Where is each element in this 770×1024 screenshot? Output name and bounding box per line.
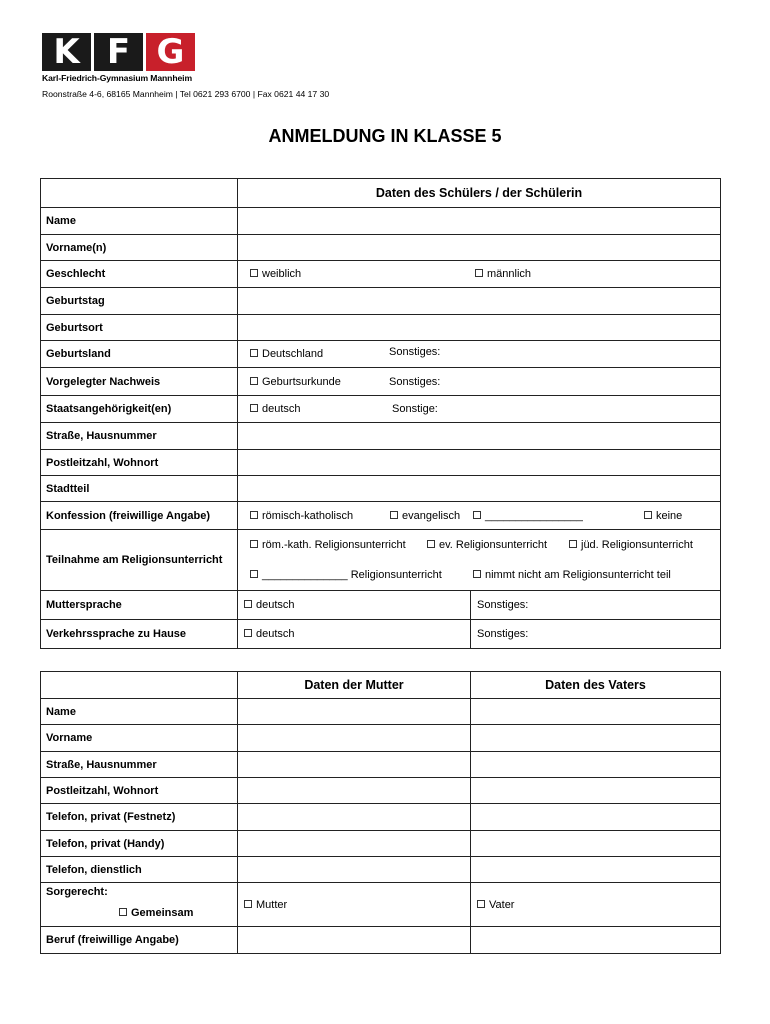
option-jued-religion[interactable] [569,539,693,551]
tel-handy-label: Telefon, privat (Handy) [41,831,238,857]
staat-options [238,396,721,423]
checkbox-icon[interactable] [250,540,258,548]
option-label: Vater [489,898,515,911]
muttersprache-other[interactable]: Sonstiges: [471,591,721,620]
parents-data-table [40,671,721,954]
option-label: röm.-kath. Religionsunterricht [262,539,406,551]
father-vorname-field[interactable] [471,725,721,752]
checkbox-icon[interactable] [244,629,252,637]
konfession-options [238,502,721,530]
nachweis-other-label: Sonstiges: [389,375,441,388]
verkehrssprache-option-cell [238,620,471,649]
option-label: Geburtsurkunde [262,375,341,388]
muttersprache-label: Muttersprache [41,591,238,620]
checkbox-icon[interactable] [390,511,398,519]
option-rk-religion[interactable] [250,539,406,551]
option-deutsch[interactable] [250,403,301,415]
name-label: Name [41,208,238,235]
option-geburtsurkunde[interactable] [250,376,341,388]
checkbox-icon[interactable] [475,269,483,277]
father-tel-dienst-field[interactable] [471,857,721,883]
empty-header-cell [41,672,238,699]
checkbox-icon[interactable] [244,900,252,908]
geburtsland-label: Geburtsland [41,341,238,368]
name-field[interactable] [238,208,721,235]
option-mutter[interactable] [244,899,287,911]
mother-tel-handy-field[interactable] [238,831,471,857]
strasse-field[interactable] [238,423,721,450]
sorgerecht-label: Sorgerecht: [46,886,108,898]
option-maennlich[interactable] [475,268,531,280]
plz-field[interactable] [238,450,721,476]
checkbox-icon[interactable] [119,908,127,916]
checkbox-icon[interactable] [250,404,258,412]
father-strasse-field[interactable] [471,752,721,778]
tel-dienst-label: Telefon, dienstlich [41,857,238,883]
nachweis-label: Vorgelegter Nachweis [41,368,238,396]
option-label: nimmt nicht am Religionsunterricht teil [485,569,671,581]
staat-label: Staatsangehörigkeit(en) [41,396,238,423]
staat-other-label: Sonstige: [392,403,438,415]
student-section-header: Daten des Schülers / der Schülerin [238,179,721,208]
father-name-field[interactable] [471,699,721,725]
option-label: ev. Religionsunterricht [439,539,548,551]
geburtsort-label: Geburtsort [41,315,238,341]
sorgerecht-cell [41,883,238,927]
school-address: Roonstraße 4-6, 68165 Mannheim | Tel 0621 293 6700 | Fax 0621 44 17 30 [42,89,330,99]
option-label: deutsch [262,403,301,415]
beruf-label: Beruf (freiwillige Angabe) [41,927,238,954]
option-label: Deutschland [262,348,324,360]
option-keine[interactable] [644,510,682,522]
option-evangelisch[interactable] [390,510,460,522]
parent-vorname-label: Vorname [41,725,238,752]
logo-letter-g: G [146,33,195,71]
mother-tel-fest-field[interactable] [238,804,471,831]
mother-section-header: Daten der Mutter [238,672,471,699]
option-muttersprache-deutsch[interactable] [244,599,295,611]
mother-name-field[interactable] [238,699,471,725]
father-beruf-field[interactable] [471,927,721,954]
checkbox-icon[interactable] [477,900,485,908]
father-tel-handy-field[interactable] [471,831,721,857]
geburtstag-label: Geburtstag [41,288,238,315]
mother-plz-field[interactable] [238,778,471,804]
option-label: jüd. Religionsunterricht [581,539,693,551]
plz-label: Postleitzahl, Wohnort [41,450,238,476]
logo-subtitle: Karl-Friedrich-Gymnasium Mannheim [42,73,192,83]
option-other-konfession[interactable] [473,510,583,522]
option-gemeinsam[interactable] [119,907,193,919]
religion-label: Teilnahme am Religionsunterricht [41,530,238,591]
vorname-label: Vorname(n) [41,235,238,261]
verkehrssprache-label: Verkehrssprache zu Hause [41,620,238,649]
stadtteil-label: Stadtteil [41,476,238,502]
mother-strasse-field[interactable] [238,752,471,778]
checkbox-icon[interactable] [250,377,258,385]
stadtteil-field[interactable] [238,476,721,502]
geburtsland-other-label: Sonstiges: [389,345,441,358]
option-verkehrssprache-deutsch[interactable] [244,628,295,640]
checkbox-icon[interactable] [473,570,481,578]
father-tel-fest-field[interactable] [471,804,721,831]
vorname-field[interactable] [238,235,721,261]
mother-tel-dienst-field[interactable] [238,857,471,883]
option-label: ______________ Religionsunterricht [262,569,442,581]
geburtsort-field[interactable] [238,315,721,341]
geburtstag-field[interactable] [238,288,721,315]
konfession-label: Konfession (freiwillige Angabe) [41,502,238,530]
geburtsland-options [238,341,721,368]
mother-vorname-field[interactable] [238,725,471,752]
father-section-header: Daten des Vaters [471,672,721,699]
mother-beruf-field[interactable] [238,927,471,954]
option-label: deutsch [256,628,295,640]
checkbox-icon[interactable] [244,600,252,608]
muttersprache-option-cell [238,591,471,620]
checkbox-icon[interactable] [250,349,258,357]
geschlecht-label: Geschlecht [41,261,238,288]
student-data-table [40,178,721,649]
option-mutter-cell [238,883,471,927]
option-label: Gemeinsam [131,907,194,919]
option-vater-cell [471,883,721,927]
option-weiblich[interactable] [250,268,301,280]
option-katholisch[interactable] [250,510,353,522]
tel-fest-label: Telefon, privat (Festnetz) [41,804,238,831]
checkbox-icon[interactable] [427,540,435,548]
strasse-label: Straße, Hausnummer [41,423,238,450]
option-ev-religion[interactable] [427,539,547,551]
checkbox-icon[interactable] [569,540,577,548]
option-label: römisch-katholisch [262,509,354,522]
checkbox-icon[interactable] [473,511,481,519]
parent-strasse-label: Straße, Hausnummer [41,752,238,778]
option-vater[interactable] [477,899,514,911]
option-label: weiblich [262,268,302,280]
logo-letter-f: F [94,33,143,71]
option-no-religion[interactable] [473,569,671,581]
option-deutschland[interactable] [250,348,323,360]
logo-letter-k: K [42,33,91,71]
option-label: ________________ [485,509,583,522]
option-label: evangelisch [402,509,461,522]
option-label: männlich [487,268,532,280]
school-logo [42,33,198,83]
geschlecht-options [238,261,721,288]
option-other-religion[interactable] [250,569,442,581]
option-label: Mutter [256,898,288,911]
checkbox-icon[interactable] [644,511,652,519]
parent-plz-label: Postleitzahl, Wohnort [41,778,238,804]
checkbox-icon[interactable] [250,570,258,578]
empty-header-cell [41,179,238,208]
father-plz-field[interactable] [471,778,721,804]
parent-name-label: Name [41,699,238,725]
nachweis-options [238,368,721,396]
verkehrssprache-other[interactable]: Sonstiges: [471,620,721,649]
checkbox-icon[interactable] [250,511,258,519]
page-title: ANMELDUNG IN KLASSE 5 [268,126,502,146]
option-label: keine [656,509,683,522]
religion-options [238,530,721,591]
option-label: deutsch [256,599,295,611]
checkbox-icon[interactable] [250,269,258,277]
